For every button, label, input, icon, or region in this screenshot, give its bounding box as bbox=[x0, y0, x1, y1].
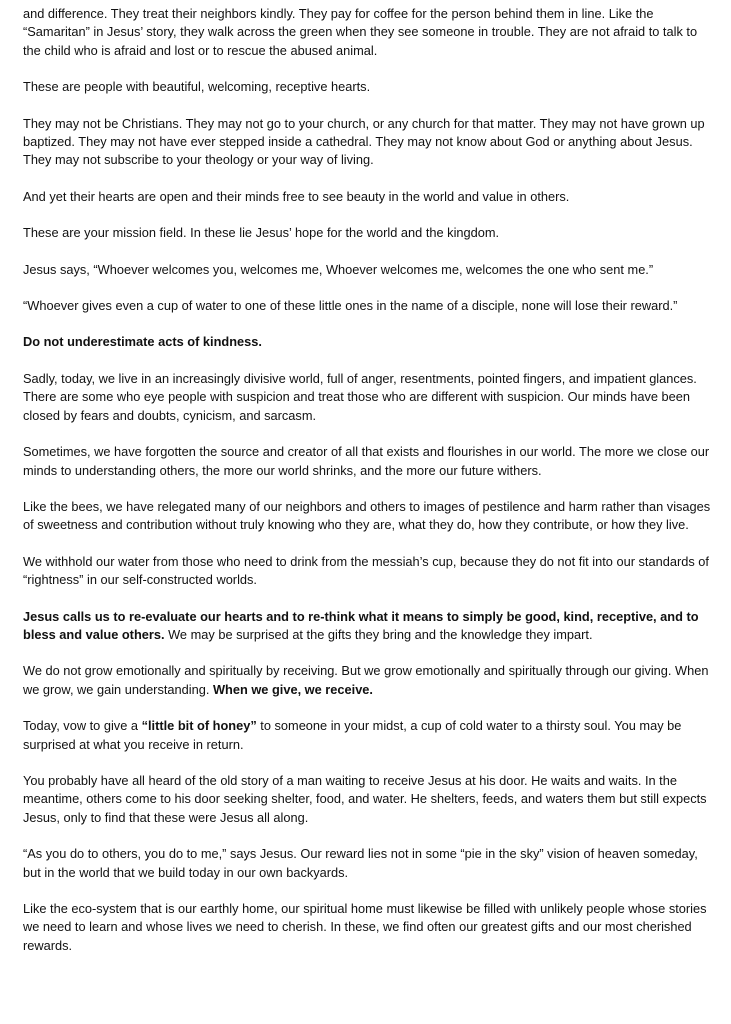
text-run: We do not grow emotionally and spiritually by receiving. But we grow emotionally and spiritually through our giving. When we grow, we gain understanding. bbox=[23, 663, 709, 697]
text-run: You probably have all heard of the old story of a man waiting to receive Jesus at his door. He waits and waits. In the meantime, others come to his door seeking shelter, food, and water. He shelters, feeds, and waters them but still expects Jesus, only to find that these were Jesus all along. bbox=[23, 772, 707, 825]
paragraph bbox=[23, 370, 713, 425]
paragraph bbox=[23, 297, 713, 315]
text-run: They may not be Christians. They may not go to your church, or any church for that matter. They may not have grown up baptized. They may not have ever stepped inside a cathedral. They may not know about God or anything about Jesus. They may not subscribe to your theology or your way of living. bbox=[23, 115, 705, 168]
text-run: And yet their hearts are open and their minds free to see beauty in the world and value in others. bbox=[23, 188, 570, 204]
text-run: “Whoever gives even a cup of water to one of these little ones in the name of a disciple, none will lose their reward.” bbox=[23, 298, 678, 314]
paragraph bbox=[23, 717, 713, 754]
text-run: and difference. They treat their neighbors kindly. They pay for coffee for the person behind them in line. Like the “Samaritan” in Jesus’ story, they walk across the green when they see someone in trouble. They are not afraid to talk to the child who is afraid and lost or to rescue the abused animal. bbox=[23, 6, 698, 58]
text-run: Today, vow to give a bbox=[23, 718, 142, 734]
paragraph bbox=[23, 115, 713, 170]
text-run: Jesus says, “Whoever welcomes you, welcomes me, Whoever welcomes me, welcomes the one who sent me.” bbox=[23, 261, 654, 277]
text-run: to someone in your midst, a cup of cold water to a thirsty soul. You may be surprised at what you receive in return. bbox=[23, 718, 682, 752]
paragraph bbox=[23, 608, 713, 645]
text-run: These are people with beautiful, welcoming, receptive hearts. bbox=[23, 79, 371, 95]
text-run: These are your mission field. In these lie Jesus’ hope for the world and the kingdom. bbox=[23, 225, 500, 241]
text-run: “As you do to others, you do to me,” says Jesus. Our reward lies not in some “pie in the sky” vision of heaven someday, but in the world that we build today in our own backyards. bbox=[23, 846, 698, 880]
bold-text-run: Jesus calls us to re-evaluate our hearts and to re-think what it means to simply be good, kind, receptive, and to bless and value others. bbox=[23, 608, 699, 642]
text-run: Like the bees, we have relegated many of our neighbors and others to images of pestilence and harm rather than visages of sweetness and contribution without truly knowing who they are, what they do, how they contribute, or how they live. bbox=[23, 498, 711, 533]
paragraph bbox=[23, 224, 713, 242]
text-run: We withhold our water from those who need to drink from the messiah’s cup, because they do not fit into our standards of “rightness” in our self-constructed worlds. bbox=[23, 553, 709, 588]
text-run: We may be surprised at the gifts they bring and the knowledge they impart. bbox=[164, 626, 593, 642]
text-run: Like the eco-system that is our earthly home, our spiritual home must likewise be filled with unlikely people whose stories we need to learn and whose lives we need to cherish. In these, we find often our greatest gifts and our most cherished rewards. bbox=[23, 901, 707, 953]
bold-text-run: When we give, we receive. bbox=[212, 681, 373, 697]
paragraph bbox=[23, 443, 713, 480]
paragraph bbox=[23, 78, 713, 96]
paragraph bbox=[23, 333, 713, 351]
paragraph bbox=[23, 5, 713, 60]
paragraph bbox=[23, 772, 713, 827]
paragraph bbox=[23, 845, 713, 882]
text-run: Sometimes, we have forgotten the source and creator of all that exists and flourishes in our world. The more we close our minds to understanding others, the more our world shrinks, and the more our future withers. bbox=[23, 444, 710, 478]
bold-text-run: “little bit of honey” bbox=[141, 718, 257, 734]
paragraph bbox=[23, 261, 713, 279]
bold-text-run: Do not underestimate acts of kindness. bbox=[23, 334, 262, 350]
paragraph bbox=[23, 188, 713, 206]
paragraph bbox=[23, 900, 713, 955]
text-run: Sadly, today, we live in an increasingly divisive world, full of anger, resentments, pointed fingers, and impatient glances. There are some who eye people with suspicion and treat those who are different with suspicion. Our minds have been closed by fears and doubts, cynicism, and sarcasm. bbox=[23, 370, 697, 423]
paragraph bbox=[23, 553, 713, 590]
paragraph bbox=[23, 498, 713, 535]
paragraph bbox=[23, 662, 713, 699]
